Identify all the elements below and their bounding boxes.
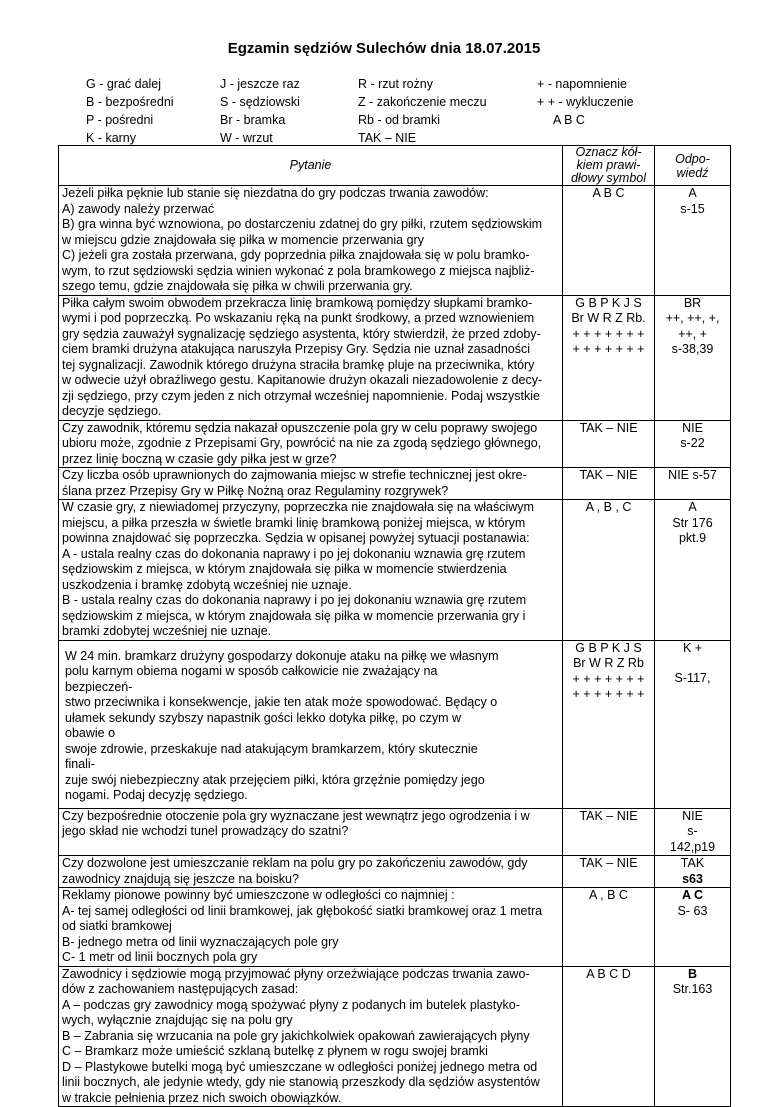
question-cell — [59, 186, 563, 296]
question-cell — [59, 966, 563, 1107]
symbol-line: Br W R Z Rb — [573, 656, 644, 670]
question-cell — [59, 420, 563, 468]
symbol-line: TAK – NIE — [579, 808, 638, 823]
question-line: uszkodzenia i bramkę zdobytą wcześniej nie uznaje. — [62, 577, 352, 592]
legend-item: G - grać dalej — [86, 77, 162, 91]
symbol-line: A , B C — [589, 888, 628, 902]
question-line: B) gra winna być wznowiona, po dostarczeniu zdatnej do gry piłki, rzutem sędziowskim — [62, 217, 543, 231]
legend-item: TAK – NIE — [358, 131, 417, 145]
answer-line: NIE s-57 — [668, 468, 717, 482]
symbol-cell — [563, 186, 655, 296]
question-line: D – Plastykowe butelki mogą być umieszczane w odległości poniżej jednego metra od — [62, 1059, 538, 1074]
symbol-line: + + + + + + + — [572, 326, 645, 341]
answer-line: s-38,39 — [671, 342, 714, 356]
question-line: w trakcie pełnienia przez nich swoich obowiązków. — [62, 1090, 342, 1105]
symbol-line: TAK – NIE — [579, 420, 638, 435]
question-line: ubioru może, zgodnie z Przepisami Gry, powrócić na nie za zgodą sędziego głównego, — [62, 436, 542, 450]
question-line: zawodnicy znajdują się jeszcze na boisku? — [62, 871, 299, 886]
question-line: wymi i pod poprzeczką. Po wskazaniu ręką na punkt środkowy, a przed wznowieniem — [62, 311, 535, 325]
table-row — [59, 186, 731, 296]
answer-cell — [655, 468, 731, 500]
symbol-line: A B C — [592, 186, 625, 200]
answer-cell — [655, 856, 731, 888]
table-header-row — [59, 146, 731, 186]
answer-line: s-22 — [680, 436, 705, 450]
answer-line: K + — [682, 640, 703, 655]
table-row — [59, 640, 731, 808]
answer-cell — [655, 888, 731, 967]
answer-cell — [655, 808, 731, 856]
question-line: dów z zachowaniem następujących zasad: — [62, 982, 299, 996]
question-line: Piłka całym swoim obwodem przekracza linię bramkową pomiędzy słupkami bramko- — [62, 295, 533, 310]
symbol-cell — [563, 856, 655, 888]
legend-item: A B C — [553, 113, 585, 127]
legend-item: K - karny — [86, 131, 137, 145]
answer-line: s- — [687, 824, 698, 838]
symbol-line: Br W R Z Rb. — [571, 311, 646, 325]
symbol-cell — [563, 500, 655, 641]
answer-line: S-117, — [674, 671, 711, 685]
question-cell — [59, 808, 563, 856]
symbol-line: TAK – NIE — [579, 468, 638, 482]
question-line: ciem bramki drużyna atakująca naruszyła Przepisy Gry. Sędzia nie uznał zasadności — [62, 342, 531, 356]
symbol-line: + + + + + + + — [572, 687, 645, 701]
question-cell — [59, 500, 563, 641]
answer-cell — [655, 420, 731, 468]
question-line: Czy zawodnik, któremu sędzia nakazał opuszczenie pola gry w celu poprawy swojego — [62, 420, 538, 435]
answer-line: NIE — [682, 808, 703, 823]
question-line: Jeżeli piłka pęknie lub stanie się niezdatna do gry podczas trwania zawodów: — [62, 186, 489, 200]
legend-col4 — [537, 75, 634, 129]
header-symbol — [563, 146, 655, 186]
header-question: Pytanie — [59, 146, 563, 186]
question-line: B - ustala realny czas do dokonania naprawy i po jej dokonaniu wznawia grę rzutem — [62, 593, 527, 607]
table-row — [59, 295, 731, 420]
question-line: zuje swój niebezpieczny atak przejęciem piłki, która grzęźnie pomiędzy jego — [65, 772, 485, 787]
question-line: od siatki bramkowej — [62, 919, 172, 933]
question-line: decyzje sędziego. — [62, 404, 162, 418]
answer-line: BR — [683, 295, 702, 310]
question-line: gry sędzia zauważył sygnalizację sędziego asystenta, który stwierdził, że przed zdoby- — [62, 326, 541, 341]
answer-line: pkt.9 — [678, 531, 707, 545]
question-line: Reklamy pionowe powinny być umieszczone w odległości co najmniej : — [62, 888, 455, 902]
table-row — [59, 966, 731, 1107]
question-line: przez linię boczną w czasie gdy piłka jest w grze? — [62, 451, 337, 466]
question-line: wych, wyłącznie znajdując się na polu gry — [62, 1013, 293, 1027]
question-cell — [59, 856, 563, 888]
answer-line: ++, + — [678, 326, 707, 341]
answer-cell — [655, 500, 731, 641]
question-line: polu karnym obiema nogami w sposób całkowicie nie zważający na bezpieczeń- — [65, 664, 438, 694]
question-line: A - ustala realny czas do dokonania naprawy i po jej dokonaniu wznawia grę rzutem — [62, 546, 526, 561]
symbol-line: G B P K J S — [575, 295, 642, 310]
legend-item: P - pośredni — [86, 113, 154, 127]
legend-col2 — [220, 75, 300, 147]
legend-item: + - napomnienie — [537, 77, 627, 91]
question-cell — [59, 888, 563, 967]
header-symbol-line: dłowy symbol — [570, 171, 647, 185]
page-title: Egzamin sędziów Sulechów dnia 18.07.2015 — [227, 40, 541, 57]
symbol-line: G B P K J S — [575, 640, 642, 655]
table-row — [59, 468, 731, 500]
legend-item: R - rzut rożny — [358, 77, 434, 91]
question-line: B- jednego metra od linii wyznaczających pole gry — [62, 934, 339, 949]
question-line: C) jeżeli gra została przerwana, gdy poprzednia piłka znajdowała się w polu bramko- — [62, 248, 530, 262]
answer-line: S- 63 — [677, 903, 708, 918]
header-answer-line: wiedź — [676, 165, 709, 180]
answer-line: B — [687, 966, 698, 981]
legend-item: W - wrzut — [220, 131, 273, 145]
table-row — [59, 420, 731, 468]
question-line: jego skład nie wchodzi tunel prowadzący do szatni? — [62, 824, 349, 838]
legend-col1 — [86, 75, 174, 147]
question-line: C- 1 metr od linii bocznych pola gry — [62, 950, 258, 964]
question-line: sędziowskim z miejsca, w którym znajdowała się piłka w momencie przerwania gry i — [62, 608, 526, 623]
answer-cell — [655, 186, 731, 296]
legend-item: + + - wykluczenie — [537, 95, 634, 109]
question-line: w miejscu gdzie znajdowała się piłka w momencie przerwania gry — [62, 232, 424, 247]
legend-item: J - jeszcze raz — [220, 77, 300, 91]
table-row — [59, 500, 731, 641]
question-line: miejscu, a piłka przeszła w świetle bramki linię bramkową poniżej miejsca, w którym — [62, 515, 526, 530]
symbol-cell — [563, 640, 655, 808]
header-symbol-line: kiem prawi- — [576, 158, 641, 172]
answer-cell — [655, 966, 731, 1107]
question-line: swoje zdrowie, przeskakuje nad atakującym bramkarzem, który skutecznie finali- — [65, 741, 478, 771]
answer-cell — [655, 640, 731, 808]
legend-col3 — [358, 75, 487, 147]
legend-item: Z - zakończenie meczu — [358, 95, 487, 109]
header-answer-line: Odpo- — [675, 151, 710, 166]
question-line: sędziowskim z miejsca, w którym znajdowała się piłka w momencie stwierdzenia — [62, 562, 507, 576]
question-line: tej sygnalizacji. Zawodnik którego drużyna straciła bramkę pluje na przeciwnika, który — [62, 357, 535, 372]
question-line: powinna znajdować się poprzeczka. Sędzia w opisanej powyżej sytuacji postanawia: — [62, 531, 530, 545]
question-line: stwo przeciwnika i konsekwencje, jakie ten atak może spowodować. Będący o — [65, 695, 498, 709]
legend-item: Br - bramka — [220, 113, 286, 127]
answer-line: NIE — [682, 420, 703, 435]
answer-line: Str.163 — [672, 982, 713, 996]
answer-line — [658, 656, 727, 671]
question-line: Czy dozwolone jest umieszczanie reklam na polu gry po zakończeniu zawodów, gdy — [62, 856, 528, 870]
question-line: Czy bezpośrednie otoczenie pola gry wyznaczane jest wewnątrz jego ogrodzenia i w — [62, 808, 530, 823]
answer-line: A — [688, 500, 697, 514]
question-line: zji sędziego, przy czym jeden z nich otrzymał wcześniej napomnienie. Podaj wszystkie — [62, 388, 540, 403]
symbol-line: + + + + + + + — [572, 342, 645, 356]
symbol-line: A , B , C — [585, 500, 632, 514]
answer-line: A — [688, 186, 697, 200]
question-line: wym, to rzut sędziowski sędzia winien wykonać z pola bramkowego z miejsca najbliż- — [62, 263, 535, 278]
question-line: B – Zabrania się wrzucania na pole gry jakichkolwiek opakowań zawierających płyny — [62, 1028, 530, 1043]
question-line: w odwecie użył obraźliwego gestu. Kapitanowie drużyn okazali niezadowolenie z decy- — [62, 373, 543, 387]
symbol-cell — [563, 966, 655, 1107]
question-line: A- tej samej odległości od linii bramkowej, jak głębokość siatki bramkowej oraz 1 metra — [62, 903, 543, 918]
question-line: W 24 min. bramkarz drużyny gospodarzy dokonuje ataku na piłkę we własnym — [65, 648, 499, 663]
table-row — [59, 856, 731, 888]
question-line: Zawodnicy i sędziowie mogą przyjmować płyny orzeźwiające podczas trwania zawo- — [62, 966, 530, 981]
symbol-line: TAK – NIE — [579, 856, 638, 870]
answer-line: ++, ++, +, — [665, 311, 720, 325]
answer-line: A C — [681, 888, 704, 902]
question-line: C – Bramkarz może umieścić szklaną butelkę z płynem w rogu swojej bramki — [62, 1044, 488, 1058]
answer-line: TAK — [680, 856, 705, 870]
question-line: ułamek sekundy szybszy napastnik gości lekko dotyka piłkę, po czym w obawie o — [65, 710, 462, 740]
question-line: nogami. Podaj decyzję sędziego. — [65, 788, 248, 802]
header-symbol-line: Oznacz kół- — [575, 145, 642, 159]
question-line: szego temu, gdzie znajdowała się piłka w chwili przerwania gry. — [62, 279, 413, 293]
answer-line: 142,p19 — [669, 839, 716, 854]
header-answer — [655, 146, 731, 186]
answer-line: Str 176 — [672, 515, 713, 530]
question-line: linii bocznych, ale jedynie wtedy, gdy nie stanowią przeszkody dla sędziów asystentów — [62, 1075, 540, 1089]
table-row — [59, 808, 731, 856]
question-cell — [59, 468, 563, 500]
answer-line: s63 — [682, 871, 703, 886]
answer-line: s-15 — [680, 201, 705, 216]
symbol-cell — [563, 420, 655, 468]
symbol-line: + + + + + + + — [572, 671, 645, 686]
question-line: bramki zdobytej wcześniej nie uznaje. — [62, 624, 272, 638]
legend-item: S - sędziowski — [220, 95, 300, 109]
question-cell — [59, 640, 563, 808]
question-line: A – podczas gry zawodnicy mogą spożywać płyny z podanych im butelek plastyko- — [62, 997, 520, 1012]
question-line: A) zawody należy przerwać — [62, 201, 215, 216]
questions-table — [58, 145, 731, 1107]
symbol-cell — [563, 468, 655, 500]
answer-cell — [655, 295, 731, 420]
symbol-cell — [563, 295, 655, 420]
question-line: ślana przez Przepisy Gry w Piłkę Nożną oraz Regulaminy rozgrywek? — [62, 483, 449, 498]
symbol-cell — [563, 888, 655, 967]
symbol-line: A B C D — [586, 966, 631, 981]
question-line: Czy liczba osób uprawnionych do zajmowania miejsc w strefie technicznej jest okre- — [62, 468, 527, 482]
question-line: W czasie gry, z niewiadomej przyczyny, poprzeczka nie znajdowała się na właściwym — [62, 500, 534, 514]
question-cell — [59, 295, 563, 420]
legend-item: Rb - od bramki — [358, 113, 440, 127]
table-row — [59, 888, 731, 967]
symbol-cell — [563, 808, 655, 856]
legend-item: B - bezpośredni — [86, 95, 174, 109]
